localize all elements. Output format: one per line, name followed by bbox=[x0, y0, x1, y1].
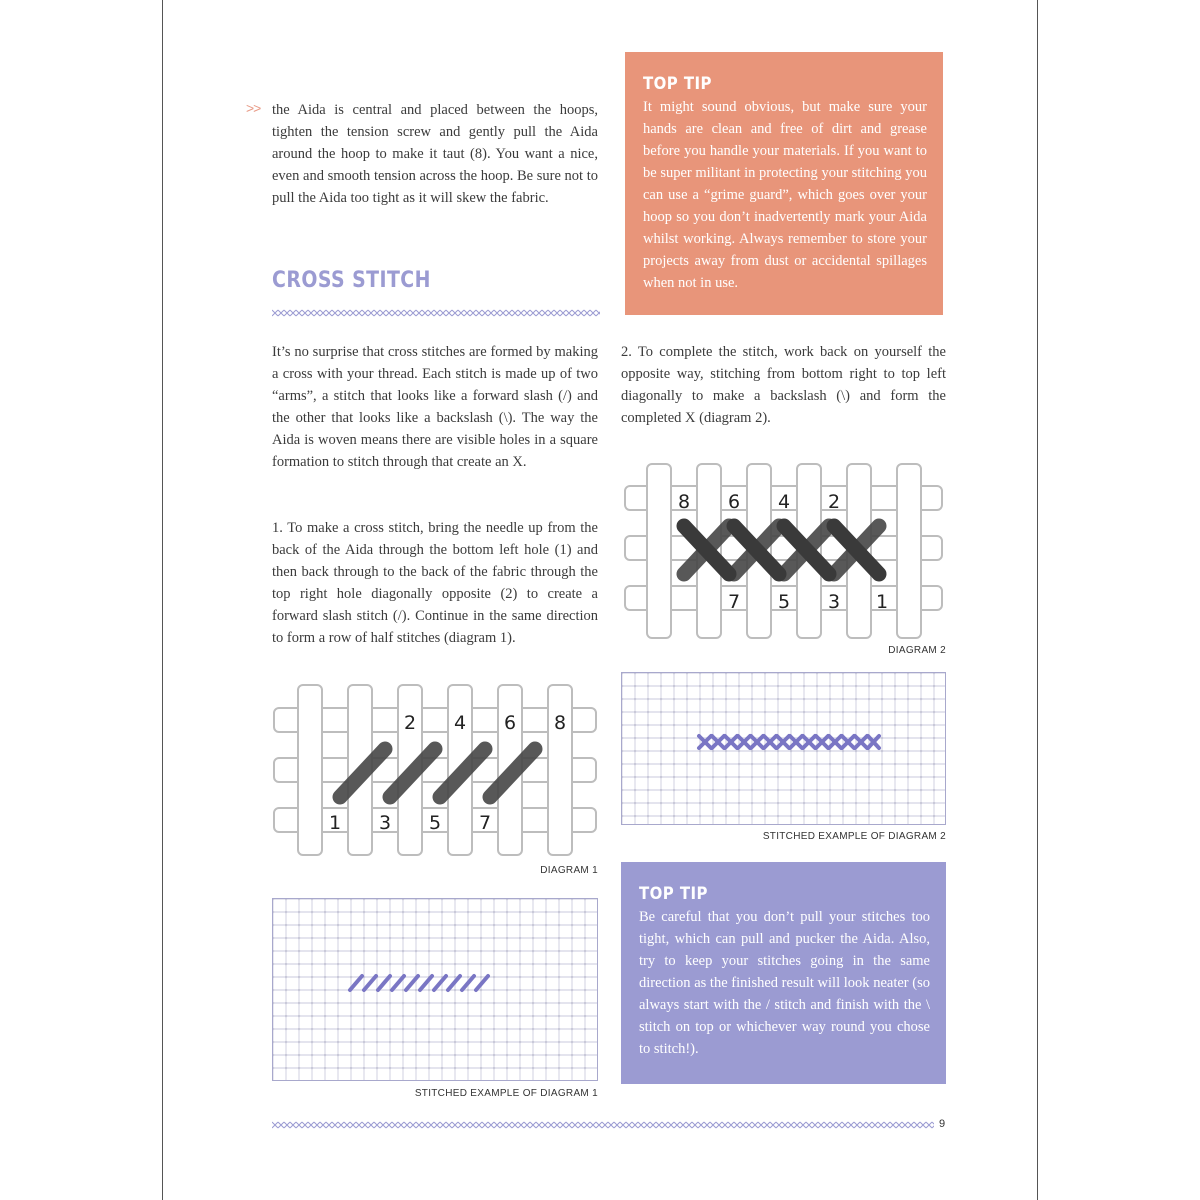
top-tip-text: It might sound obvious, but make sure your hands are clean and free of dirt and grease before you handle your materials. If you want to be super militant in protecting your stitching you can use a “grime guard”, which goes over your hoop so you don’t inadvertently mark your Aida whilst working. Always remember to store your projects away from dust or accidental spillages when not in use. bbox=[643, 99, 927, 291]
top-tip-box-2 bbox=[621, 862, 946, 1084]
hole-number: 8 bbox=[677, 491, 691, 513]
hole-number: 6 bbox=[727, 491, 741, 513]
stitched-example-photo-1 bbox=[272, 898, 598, 1081]
hole-number: 1 bbox=[328, 812, 342, 834]
photo-1-caption: STITCHED EXAMPLE OF DIAGRAM 1 bbox=[414, 1088, 598, 1099]
continuation-marker: >> bbox=[246, 100, 261, 116]
hole-number: 2 bbox=[827, 491, 841, 513]
intro-paragraph: the Aida is central and placed between the hoops, tighten the tension screw and gently pull the Aida around the hoop to make it taut (8). You want a nice, even and smooth tension across the hoop. Be sure not to pull the Aida too tight as it will skew the fabric. bbox=[272, 102, 598, 206]
hole-number: 1 bbox=[875, 591, 889, 613]
heading-divider bbox=[272, 307, 600, 319]
hole-number: 2 bbox=[403, 712, 417, 734]
hole-number: 5 bbox=[777, 591, 791, 613]
paragraph-step-1: 1. To make a cross stitch, bring the needle up from the back of the Aida through the bottom left hole (1) and then back through to the back of the fabric through the top right hole diagonally opposite (2) to create a forward slash stitch (/). Continue in the same direction to form a row of half stitches (diagram 1). bbox=[272, 520, 598, 646]
diagram-2 bbox=[621, 462, 946, 642]
paragraph-step-2: 2. To complete the stitch, work back on yourself the opposite way, stitching from bottom right to top left diagonally to make a backslash (\) and form the completed X (diagram 2). bbox=[621, 344, 946, 426]
hole-number: 3 bbox=[827, 591, 841, 613]
top-tip-title: TOP TIP bbox=[639, 884, 708, 904]
paragraph-intro: It’s no surprise that cross stitches are formed by making a cross with your thread. Each stitch is made up of two “arms”, a stitch that looks like a forward slash (/) and the other that looks like a backslash (\). The way the Aida is woven means there are visible holes in a square formation to stitch through that create an X. bbox=[272, 344, 598, 470]
photo-2-caption: STITCHED EXAMPLE OF DIAGRAM 2 bbox=[762, 831, 946, 842]
hole-number: 3 bbox=[378, 812, 392, 834]
top-tip-box-1 bbox=[625, 52, 943, 315]
diagram-1 bbox=[272, 683, 598, 858]
hole-number: 6 bbox=[503, 712, 517, 734]
diagram-1-caption: DIAGRAM 1 bbox=[540, 865, 598, 876]
hole-number: 5 bbox=[428, 812, 442, 834]
hole-number: 4 bbox=[453, 712, 467, 734]
footer-divider bbox=[272, 1119, 934, 1131]
top-tip-text: Be careful that you don’t pull your stitches too tight, which can pull and pucker the Aida. Also, try to keep your stitches going in the same direction as the finished result will look neater (so always start with the / stitch and finish with the \ stitch on top or whichever way round you chose to stitch!). bbox=[639, 909, 930, 1057]
diagram-2-caption: DIAGRAM 2 bbox=[888, 645, 946, 656]
hole-number: 7 bbox=[478, 812, 492, 834]
page-number: 9 bbox=[939, 1118, 946, 1130]
top-tip-title: TOP TIP bbox=[643, 74, 712, 94]
hole-number: 7 bbox=[727, 591, 741, 613]
hole-number: 8 bbox=[553, 712, 567, 734]
section-title: CROSS STITCH bbox=[272, 268, 431, 293]
hole-number: 4 bbox=[777, 491, 791, 513]
stitched-example-photo-2 bbox=[621, 672, 946, 825]
